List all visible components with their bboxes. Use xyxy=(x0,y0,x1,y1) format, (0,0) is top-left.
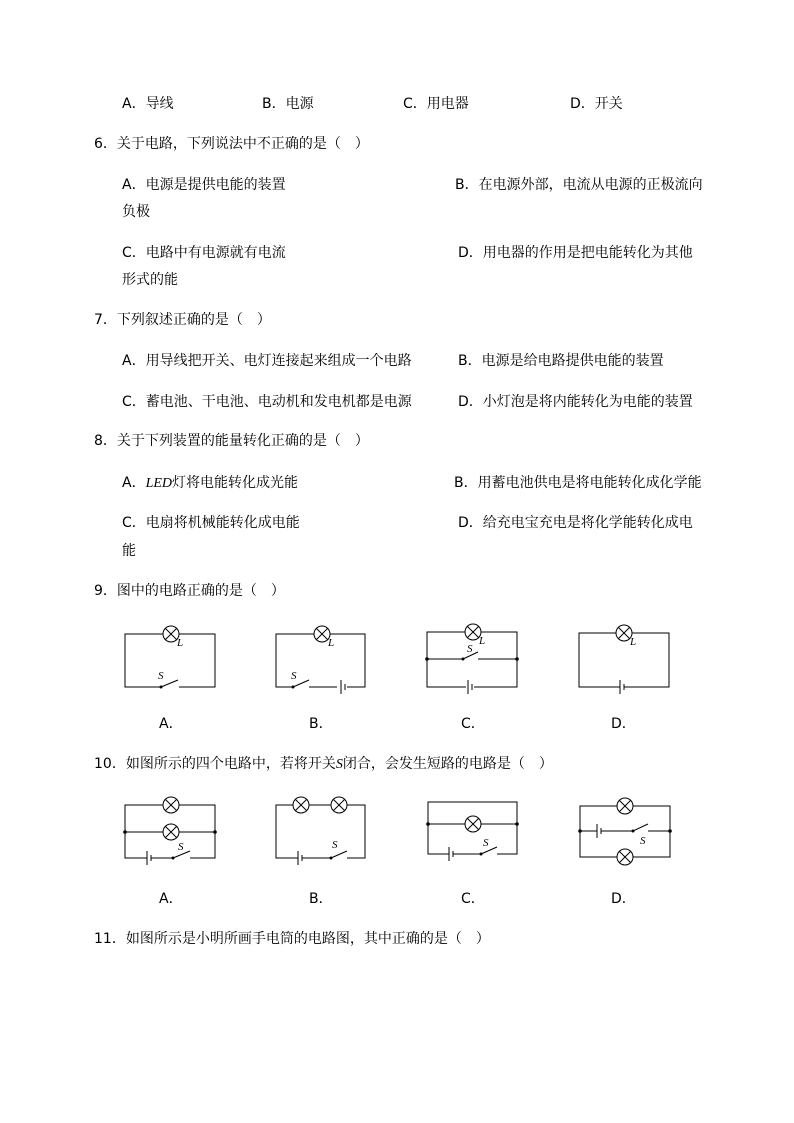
q6-option-c[interactable]: C．电路中有电源就有电流 xyxy=(122,245,286,261)
switch-label: S xyxy=(178,841,184,853)
q6-option-b-cont: 负极 xyxy=(122,204,150,220)
q9-circuit-a[interactable] xyxy=(124,624,220,692)
q6-option-a[interactable]: A．电源是提供电能的装置 xyxy=(122,177,286,193)
q7-option-a[interactable]: A．用导线把开关、电灯连接起来组成一个电路 xyxy=(122,353,412,369)
battery-icon xyxy=(294,851,302,865)
led-symbol: LED xyxy=(145,476,173,491)
q7-stem: 7．下列叙述正确的是（ ） xyxy=(94,312,271,328)
lamp-icon xyxy=(465,816,481,832)
q5-option-b[interactable]: B．电源 xyxy=(262,96,314,112)
q10-stem-post: 闭合，会发生短路的电路是（ ） xyxy=(342,756,553,772)
q10-stem-pre: 10．如图所示的四个电路中，若将开关 xyxy=(94,756,336,772)
q10-switch-symbol: S xyxy=(335,757,343,772)
q7-option-b[interactable]: B．电源是给电路提供电能的装置 xyxy=(458,353,664,369)
q10-label-d[interactable]: D． xyxy=(611,891,636,907)
q8-option-d[interactable]: D．给充电宝充电是将化学能转化成电 xyxy=(458,515,693,531)
q10-label-c[interactable]: C． xyxy=(461,891,485,907)
q10-circuit-d[interactable] xyxy=(577,790,673,866)
q5-option-d[interactable]: D．开关 xyxy=(570,96,623,112)
q5-option-c[interactable]: C．用电器 xyxy=(403,96,469,112)
q8-stem: 8．关于下列装置的能量转化正确的是（ ） xyxy=(94,433,369,449)
battery-icon xyxy=(597,824,601,838)
lamp-label: L xyxy=(630,636,637,648)
q7-option-d[interactable]: D．小灯泡是将内能转化为电能的装置 xyxy=(458,394,693,410)
q9-label-b[interactable]: B． xyxy=(309,716,333,732)
q9-circuit-c[interactable] xyxy=(425,624,521,692)
q9-circuit-d[interactable] xyxy=(577,624,673,692)
switch-icon xyxy=(330,851,348,860)
lamp-label: L xyxy=(479,635,486,647)
q6-option-d-cont: 形式的能 xyxy=(122,272,178,288)
q10-label-a[interactable]: A． xyxy=(159,891,183,907)
q8-option-d-cont: 能 xyxy=(122,543,136,559)
battery-icon xyxy=(447,847,453,861)
q10-circuit-b[interactable] xyxy=(274,796,370,864)
q10-label-b[interactable]: B． xyxy=(309,891,333,907)
q8-option-b[interactable]: B．用蓄电池供电是将电能转化成化学能 xyxy=(454,475,702,491)
q9-label-d[interactable]: D． xyxy=(611,716,636,732)
q8-option-a-text: 灯将电能转化成光能 xyxy=(172,475,299,491)
battery-icon xyxy=(341,680,345,694)
switch-label: S xyxy=(291,670,297,682)
lamp-icon xyxy=(293,797,309,813)
lamp-label: L xyxy=(328,637,335,649)
q6-option-b[interactable]: B．在电源外部，电流从电源的正极流向 xyxy=(455,177,703,193)
q9-circuit-b[interactable] xyxy=(274,624,370,692)
q10-circuit-a[interactable] xyxy=(124,796,220,864)
switch-icon xyxy=(632,824,649,833)
q8-option-a[interactable] xyxy=(122,474,298,493)
q6-stem: 6．关于电路，下列说法中不正确的是（ ） xyxy=(94,136,369,152)
lamp-icon xyxy=(617,798,633,814)
q11-stem: 11．如图所示是小明所画手电筒的电路图，其中正确的是（ ） xyxy=(94,931,490,947)
lamp-icon xyxy=(163,797,179,813)
q10-stem xyxy=(94,755,553,774)
switch-label: S xyxy=(640,835,646,847)
switch-label: S xyxy=(332,839,338,851)
battery-icon xyxy=(143,851,151,865)
q9-label-a[interactable]: A． xyxy=(159,716,183,732)
q7-option-c[interactable]: C．蓄电池、干电池、电动机和发电机都是电源 xyxy=(122,394,412,410)
q5-option-a[interactable]: A．导线 xyxy=(122,96,174,112)
battery-icon xyxy=(620,680,624,694)
switch-label: S xyxy=(483,837,489,849)
q8-option-c[interactable]: C．电扇将机械能转化成电能 xyxy=(122,515,300,531)
q9-label-c[interactable]: C． xyxy=(461,716,485,732)
switch-label: S xyxy=(467,643,473,655)
lamp-icon xyxy=(163,824,179,840)
q9-stem: 9．图中的电路正确的是（ ） xyxy=(94,583,285,599)
q10-circuit-c[interactable] xyxy=(425,796,521,864)
lamp-icon xyxy=(617,849,633,865)
q6-option-d[interactable]: D．用电器的作用是把电能转化为其他 xyxy=(458,245,693,261)
lamp-label: L xyxy=(177,637,184,649)
battery-icon xyxy=(468,680,472,694)
lamp-icon xyxy=(331,797,347,813)
switch-label: S xyxy=(158,670,164,682)
q8-option-a-prefix: A． xyxy=(122,475,146,491)
